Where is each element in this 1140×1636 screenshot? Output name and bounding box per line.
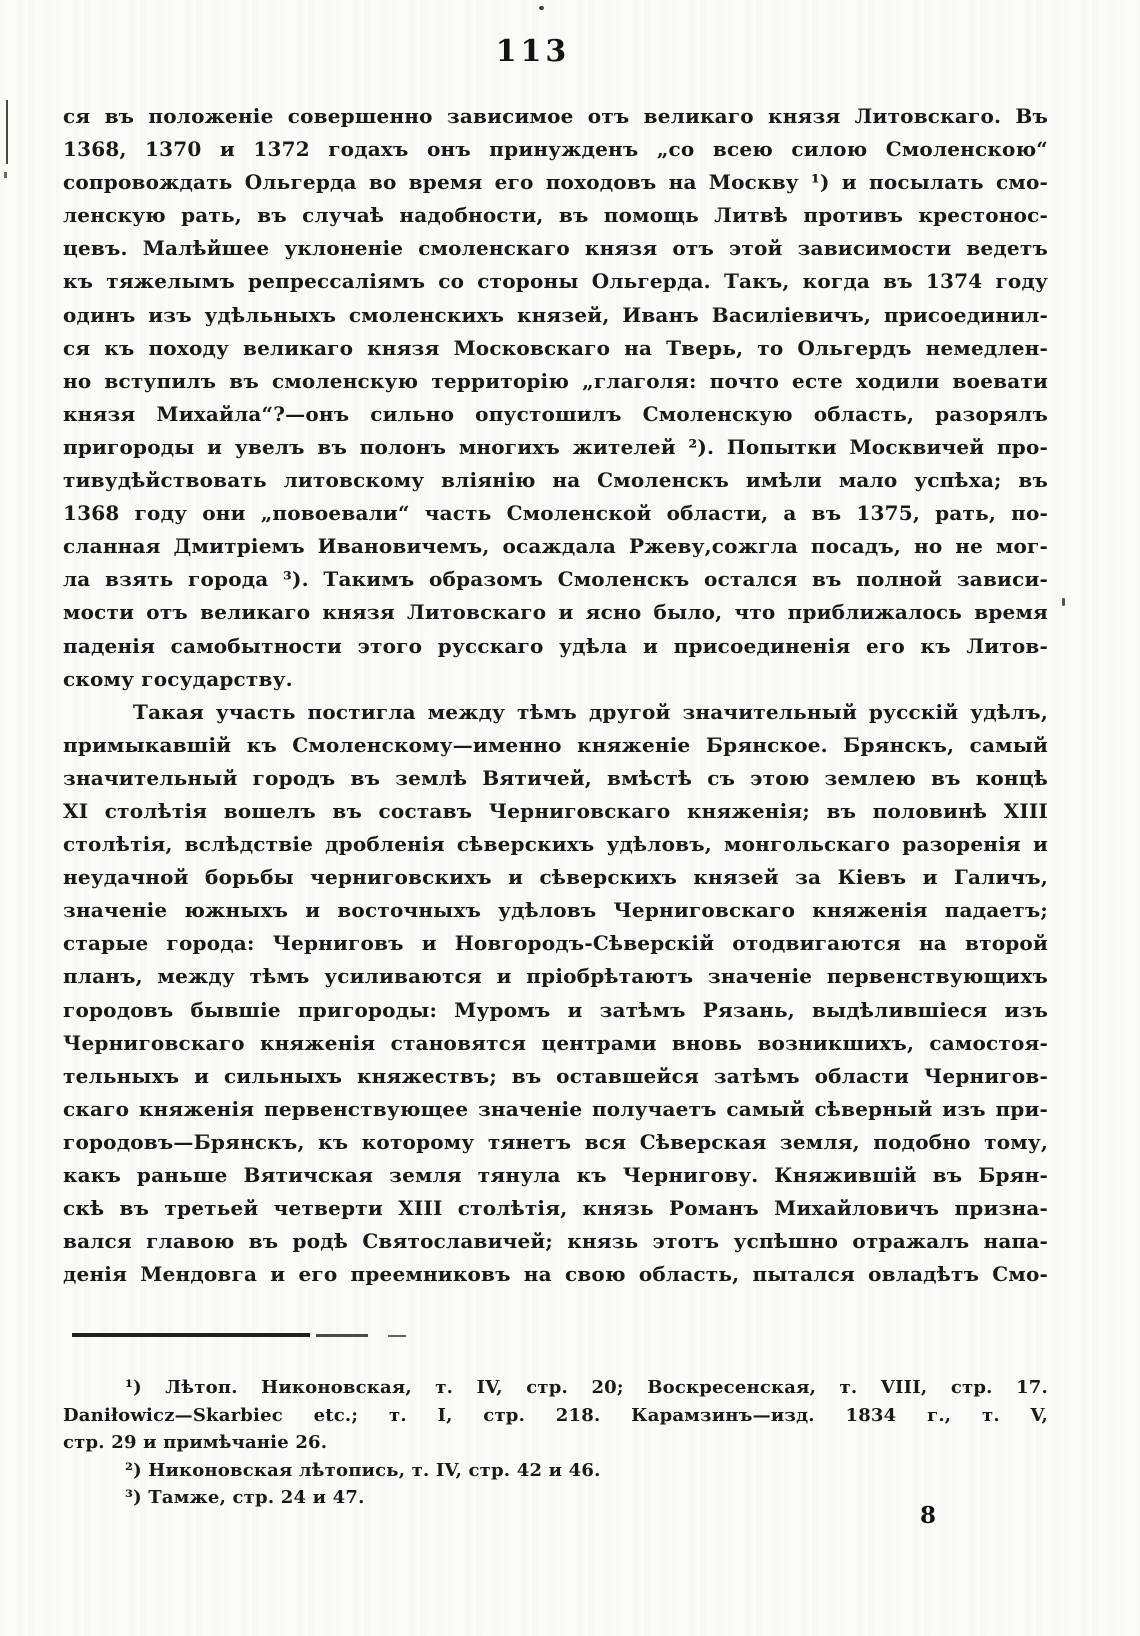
ink-speck-top [539,6,544,10]
text-line: 1368 году они „повоевали“ часть Смоленской области, а въ 1375, рать, по- [63,501,1048,526]
text-line: городовъ бывшіе пригороды: Муромъ и затѣмъ Рязань, выдѣлившіеся изъ [63,997,1048,1022]
signature-mark: 8 [920,1502,937,1529]
footnote-line: ³) Тамже, стр. 24 и 47. [125,1487,365,1508]
ink-speck-right [1062,598,1065,606]
text-line: какъ раньше Вятичская земля тянула къ Чернигову. Княжившій въ Брян- [63,1163,1048,1187]
text-line: неудачной борьбы черниговскихъ и сѣверскихъ князей за Кіевъ и Галичъ, [63,865,1048,890]
text-line: значительный городъ въ землѣ Вятичей, вмѣстѣ съ этою землею въ концѣ [63,765,1048,790]
text-line: старые города: Черниговъ и Новгородъ-Сѣверскій отодвигаются на второй [63,931,1048,956]
text-line: скѣ въ третьей четверти XIII столѣтія, князь Романъ Михайловичъ призна- [63,1196,1048,1221]
main-text [63,100,1048,1291]
text-line: значеніе южныхъ и восточныхъ удѣловъ Черниговскаго княженія падаетъ; [63,898,1048,923]
footnote-separator-dash [316,1334,368,1337]
text-line: сопровождать Ольгерда во время его походовъ на Москву ¹) и посылать смо- [63,170,1048,195]
footnote-line: ²) Никоновская лѣтопись, т. IV, стр. 42 и 46. [125,1459,601,1481]
text-line: ленскую рать, въ случаѣ надобности, въ помощь Литвѣ противъ крестонос- [63,203,1048,228]
text-line: ла взять города ³). Такимъ образомъ Смоленскъ остался въ полной зависи- [63,567,1048,592]
text-line: ся къ походу великаго князя Московскаго на Тверь, то Ольгердъ немедлен- [63,335,1048,360]
text-line: ся въ положеніе совершенно зависимое отъ великаго князя Литовскаго. Въ [63,104,1048,128]
scan-margin-line [6,100,8,164]
text-line: планъ, между тѣмъ усиливаются и пріобрѣтаютъ значеніе первенствующихъ [63,964,1048,989]
text-line: вался главою въ родѣ Святославичей; князь этотъ успѣшно отражалъ напа- [63,1229,1048,1254]
text-line: XI столѣтія вошелъ въ составъ Черниговскаго княженія; въ половинѣ XIII [63,798,1048,823]
text-line: тивудѣйствовать литовскому вліянію на Смоленскъ имѣли мало успѣха; въ [63,468,1048,493]
text-line: одинъ изъ удѣльныхъ смоленскихъ князей, Иванъ Василіевичъ, присоединил- [63,302,1048,327]
text-line: князя Михайла“?—онъ сильно опустошилъ Смоленскую область, разорялъ [63,401,1048,426]
text-line: къ тяжелымъ репрессаліямъ со стороны Ольгерда. Такъ, когда въ 1374 году [63,269,1048,294]
text-line: примыкавшій къ Смоленскому—именно княженіе Брянское. Брянскъ, самый [63,732,1048,757]
footnote-line: ¹) Лѣтоп. Никоновская, т. IV, стр. 20; Воскресенская, т. VIII, стр. 17. [125,1377,1048,1398]
text-line: городовъ—Брянскъ, къ которому тянетъ вся Сѣверская земля, подобно тому, [63,1129,1048,1154]
footnote-line: Daniłowicz—Skarbiec etc.; т. I, стр. 218. Карамзинъ—изд. 1834 г., т. V, [63,1404,1048,1426]
ink-speck-left [4,172,7,178]
text-line: 1368, 1370 и 1372 годахъ онъ принужденъ „со всею силою Смоленскою“ [63,137,1048,162]
text-line: столѣтія, вслѣдствіе дробленія сѣверскихъ удѣловъ, монгольскаго разоренія и [63,832,1048,857]
text-line: цевъ. Малѣйшее уклоненіе смоленскаго князя отъ этой зависимости ведетъ [63,236,1048,261]
text-line: пригороды и увелъ въ полонъ многихъ жителей ²). Попытки Москвичей про- [63,434,1048,459]
text-line: сланная Дмитріемъ Ивановичемъ, осаждала Ржеву,сожгла посадъ, но не мог- [63,534,1048,559]
footnote-separator-dash [388,1335,406,1337]
footnote-line: стр. 29 и примѣчаніе 26. [63,1432,328,1453]
text-line: но вступилъ въ смоленскую территорію „глаголя: почто есте ходили воевати [63,368,1048,393]
text-line: паденія самобытности этого русскаго удѣла и присоединенія его къ Литов- [63,633,1048,658]
text-line-paragraph-end: скому государству. [63,666,293,691]
text-line: мости отъ великаго князя Литовскаго и ясно было, что приближалось время [63,600,1048,625]
text-line: скаго княженія первенствующее значеніе получаетъ самый сѣверный изъ при- [63,1096,1048,1121]
text-line: денія Мендовга и его преемниковъ на свою область, пытался овладѣтъ Смо- [63,1262,1048,1287]
footnotes [63,1374,1048,1512]
text-line: Черниговскаго княженія становятся центрами вновь возникшихъ, самостоя- [63,1030,1048,1055]
text-line: тельныхъ и сильныхъ княжествъ; въ оставшейся затѣмъ области Чернигов- [63,1063,1048,1088]
footnote-separator-rule [72,1333,310,1337]
text-line-paragraph-start: Такая участь постигла между тѣмъ другой значительный русскій удѣлъ, [133,699,1048,724]
page-number: 113 [495,34,571,69]
